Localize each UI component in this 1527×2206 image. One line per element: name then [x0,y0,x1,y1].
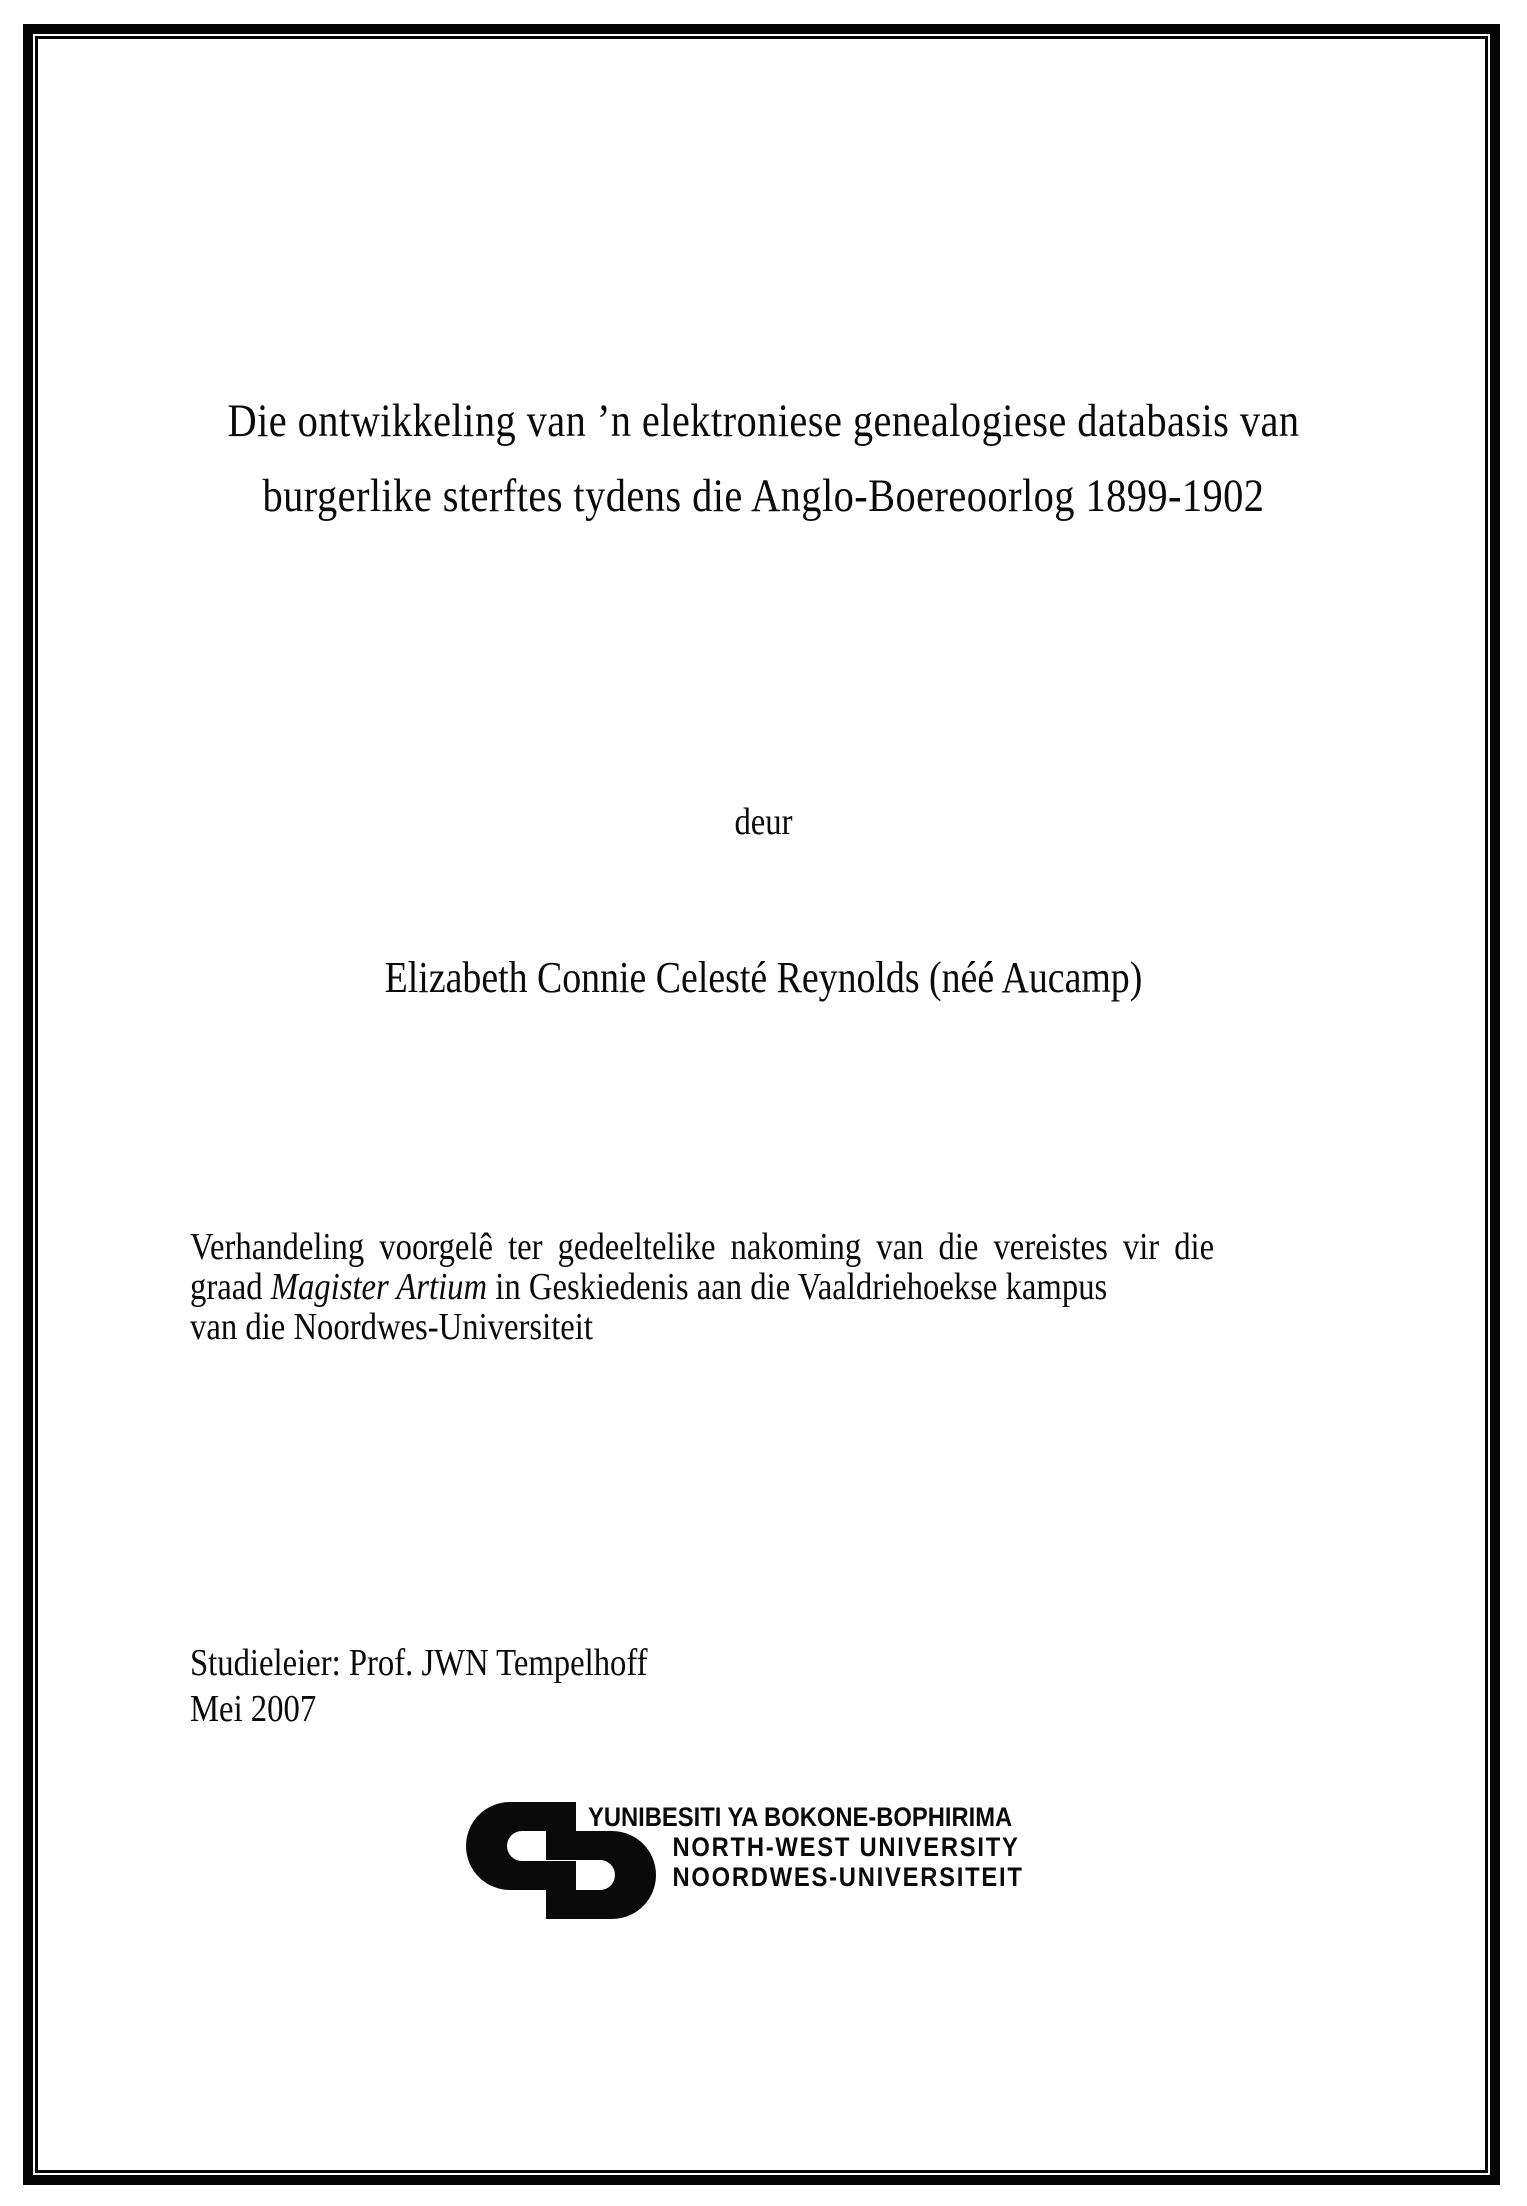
statement-line-2-pre: graad [190,1266,271,1308]
supervisor-block [190,1640,648,1732]
title-line-2: burgerlike sterftes tydens die Anglo-Boereoorlog 1899-1902 [262,470,1265,522]
byline-label: deur [734,801,793,843]
title-line-1: Die ontwikkeling van ’n elektroniese genealogiese databasis van [227,395,1300,447]
thesis-title [107,384,1420,534]
logo-text-line-3: NOORDWES-UNIVERSITEIT [672,1862,1024,1892]
statement-line-3: van die Noordwes-Universiteit [190,1306,593,1348]
logo-text-line-1: YUNIBESITI YA BOKONE-BOPHIRIMA [588,1802,1013,1832]
date-line: Mei 2007 [190,1688,317,1730]
statement-line-2-post: in Geskiedenis aan die Vaaldriehoekse kampus [487,1266,1108,1308]
logo-text-line-2: NORTH-WEST UNIVERSITY [672,1832,1020,1862]
statement-line-2 [190,1267,1351,1307]
supervisor-line: Studieleier: Prof. JWN Tempelhoff [190,1642,648,1684]
nwu-logo-text [588,1802,1024,1892]
submission-statement [190,1227,1351,1347]
statement-line-1: Verhandeling voorgelê ter gedeeltelike nakoming van die vereistes vir die [190,1226,1215,1268]
author-name: Elizabeth Connie Celesté Reynolds (néé Aucamp) [384,953,1143,1002]
degree-name-italic: Magister Artium [270,1266,488,1308]
